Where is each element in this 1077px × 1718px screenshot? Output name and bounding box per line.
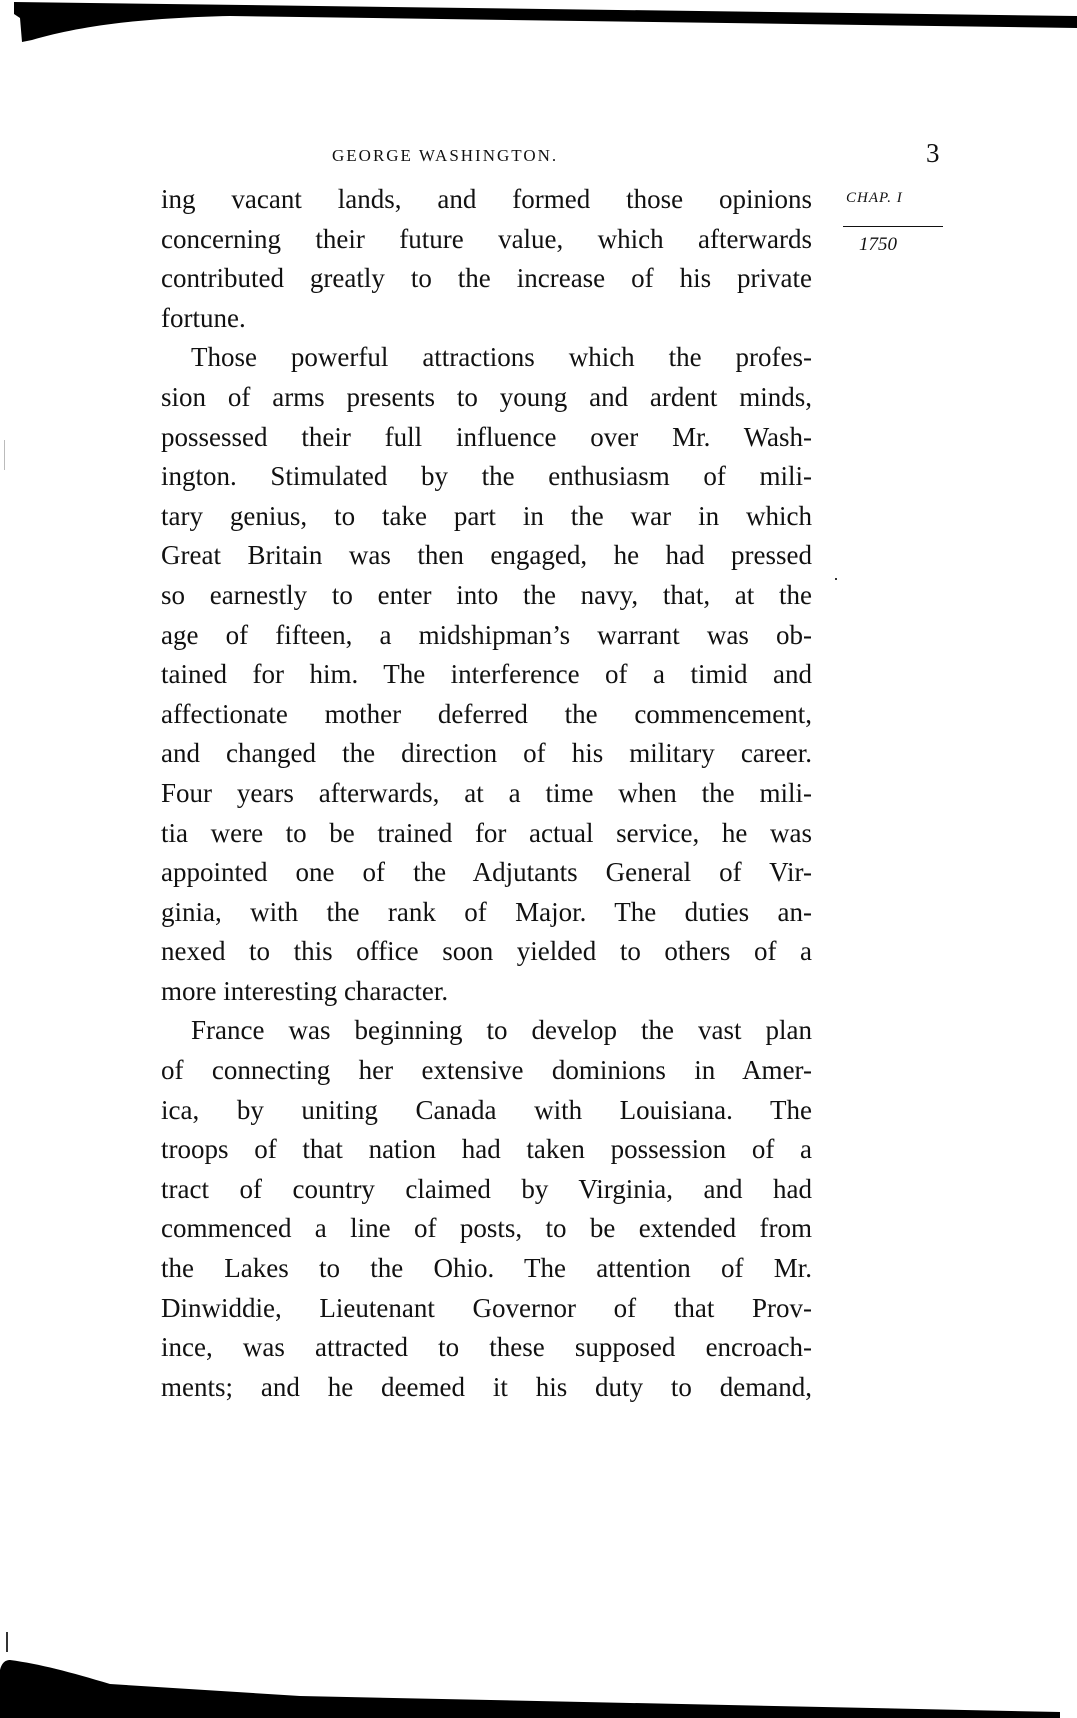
text-line: sion of arms presents to young and ardent minds,: [161, 381, 812, 412]
text-line: tract of country claimed by Virginia, and had: [161, 1173, 812, 1204]
text-line: ing vacant lands, and formed those opinions: [161, 184, 812, 214]
text-line: and changed the direction of his military career.: [161, 738, 812, 769]
scan-speck: [6, 1632, 8, 1652]
text-line: concerning their future value, which afterwards: [161, 223, 812, 254]
text-line: ington. Stimulated by the enthusiasm of mili-: [161, 461, 812, 492]
text-line: troops of that nation had taken possession of a: [161, 1134, 812, 1165]
text-line: commenced a line of posts, to be extended from: [161, 1213, 812, 1244]
page-number: 3: [926, 138, 940, 168]
text-line: France was beginning to develop the vast plan: [191, 1015, 812, 1046]
margin-chapter-label: CHAP. I: [846, 190, 903, 206]
text-line: Great Britain was then engaged, he had pressed: [161, 540, 812, 571]
text-line: contributed greatly to the increase of his private: [161, 263, 812, 294]
text-line: more interesting character.: [161, 975, 449, 1006]
body-text: [161, 180, 812, 1407]
text-line: ince, was attracted to these supposed encroach-: [161, 1332, 812, 1363]
text-line: Dinwiddie, Lieutenant Governor of that Prov-: [161, 1292, 812, 1323]
text-line: ments; and he deemed it his duty to demand,: [161, 1371, 812, 1402]
text-line: tia were to be trained for actual service, he was: [161, 817, 812, 848]
margin-rule: [843, 226, 943, 227]
text-line: nexed to this office soon yielded to others of a: [161, 936, 812, 967]
text-line: possessed their full influence over Mr. Wash-: [161, 421, 812, 452]
margin-year: 1750: [859, 234, 897, 255]
paragraph-2: [161, 338, 812, 1011]
text-line: the Lakes to the Ohio. The attention of Mr.: [161, 1253, 812, 1284]
text-line: age of fifteen, a midshipman’s warrant was ob-: [161, 619, 812, 650]
text-line: fortune.: [161, 302, 246, 333]
scan-speck: [835, 578, 837, 580]
text-line: of connecting her extensive dominions in Amer-: [161, 1055, 812, 1086]
text-line: ginia, with the rank of Major. The duties an-: [161, 896, 812, 927]
text-line: tary genius, to take part in the war in which: [161, 500, 812, 531]
paragraph-3: [161, 1011, 812, 1407]
text-line: affectionate mother deferred the commencement,: [161, 698, 812, 729]
text-line: Those powerful attractions which the profes-: [191, 342, 812, 373]
text-line: so earnestly to enter into the navy, that, at the: [161, 579, 812, 610]
text-line: ica, by uniting Canada with Louisiana. The: [161, 1094, 812, 1125]
text-line: appointed one of the Adjutants General of Vir-: [161, 857, 812, 888]
paragraph-1: [161, 180, 812, 338]
running-title: GEORGE WASHINGTON.: [332, 146, 559, 165]
text-line: tained for him. The interference of a timid and: [161, 659, 812, 690]
text-line: Four years afterwards, at a time when the mili-: [161, 777, 812, 808]
scan-speck: [4, 440, 5, 470]
scan-edge-top: [0, 0, 1077, 60]
